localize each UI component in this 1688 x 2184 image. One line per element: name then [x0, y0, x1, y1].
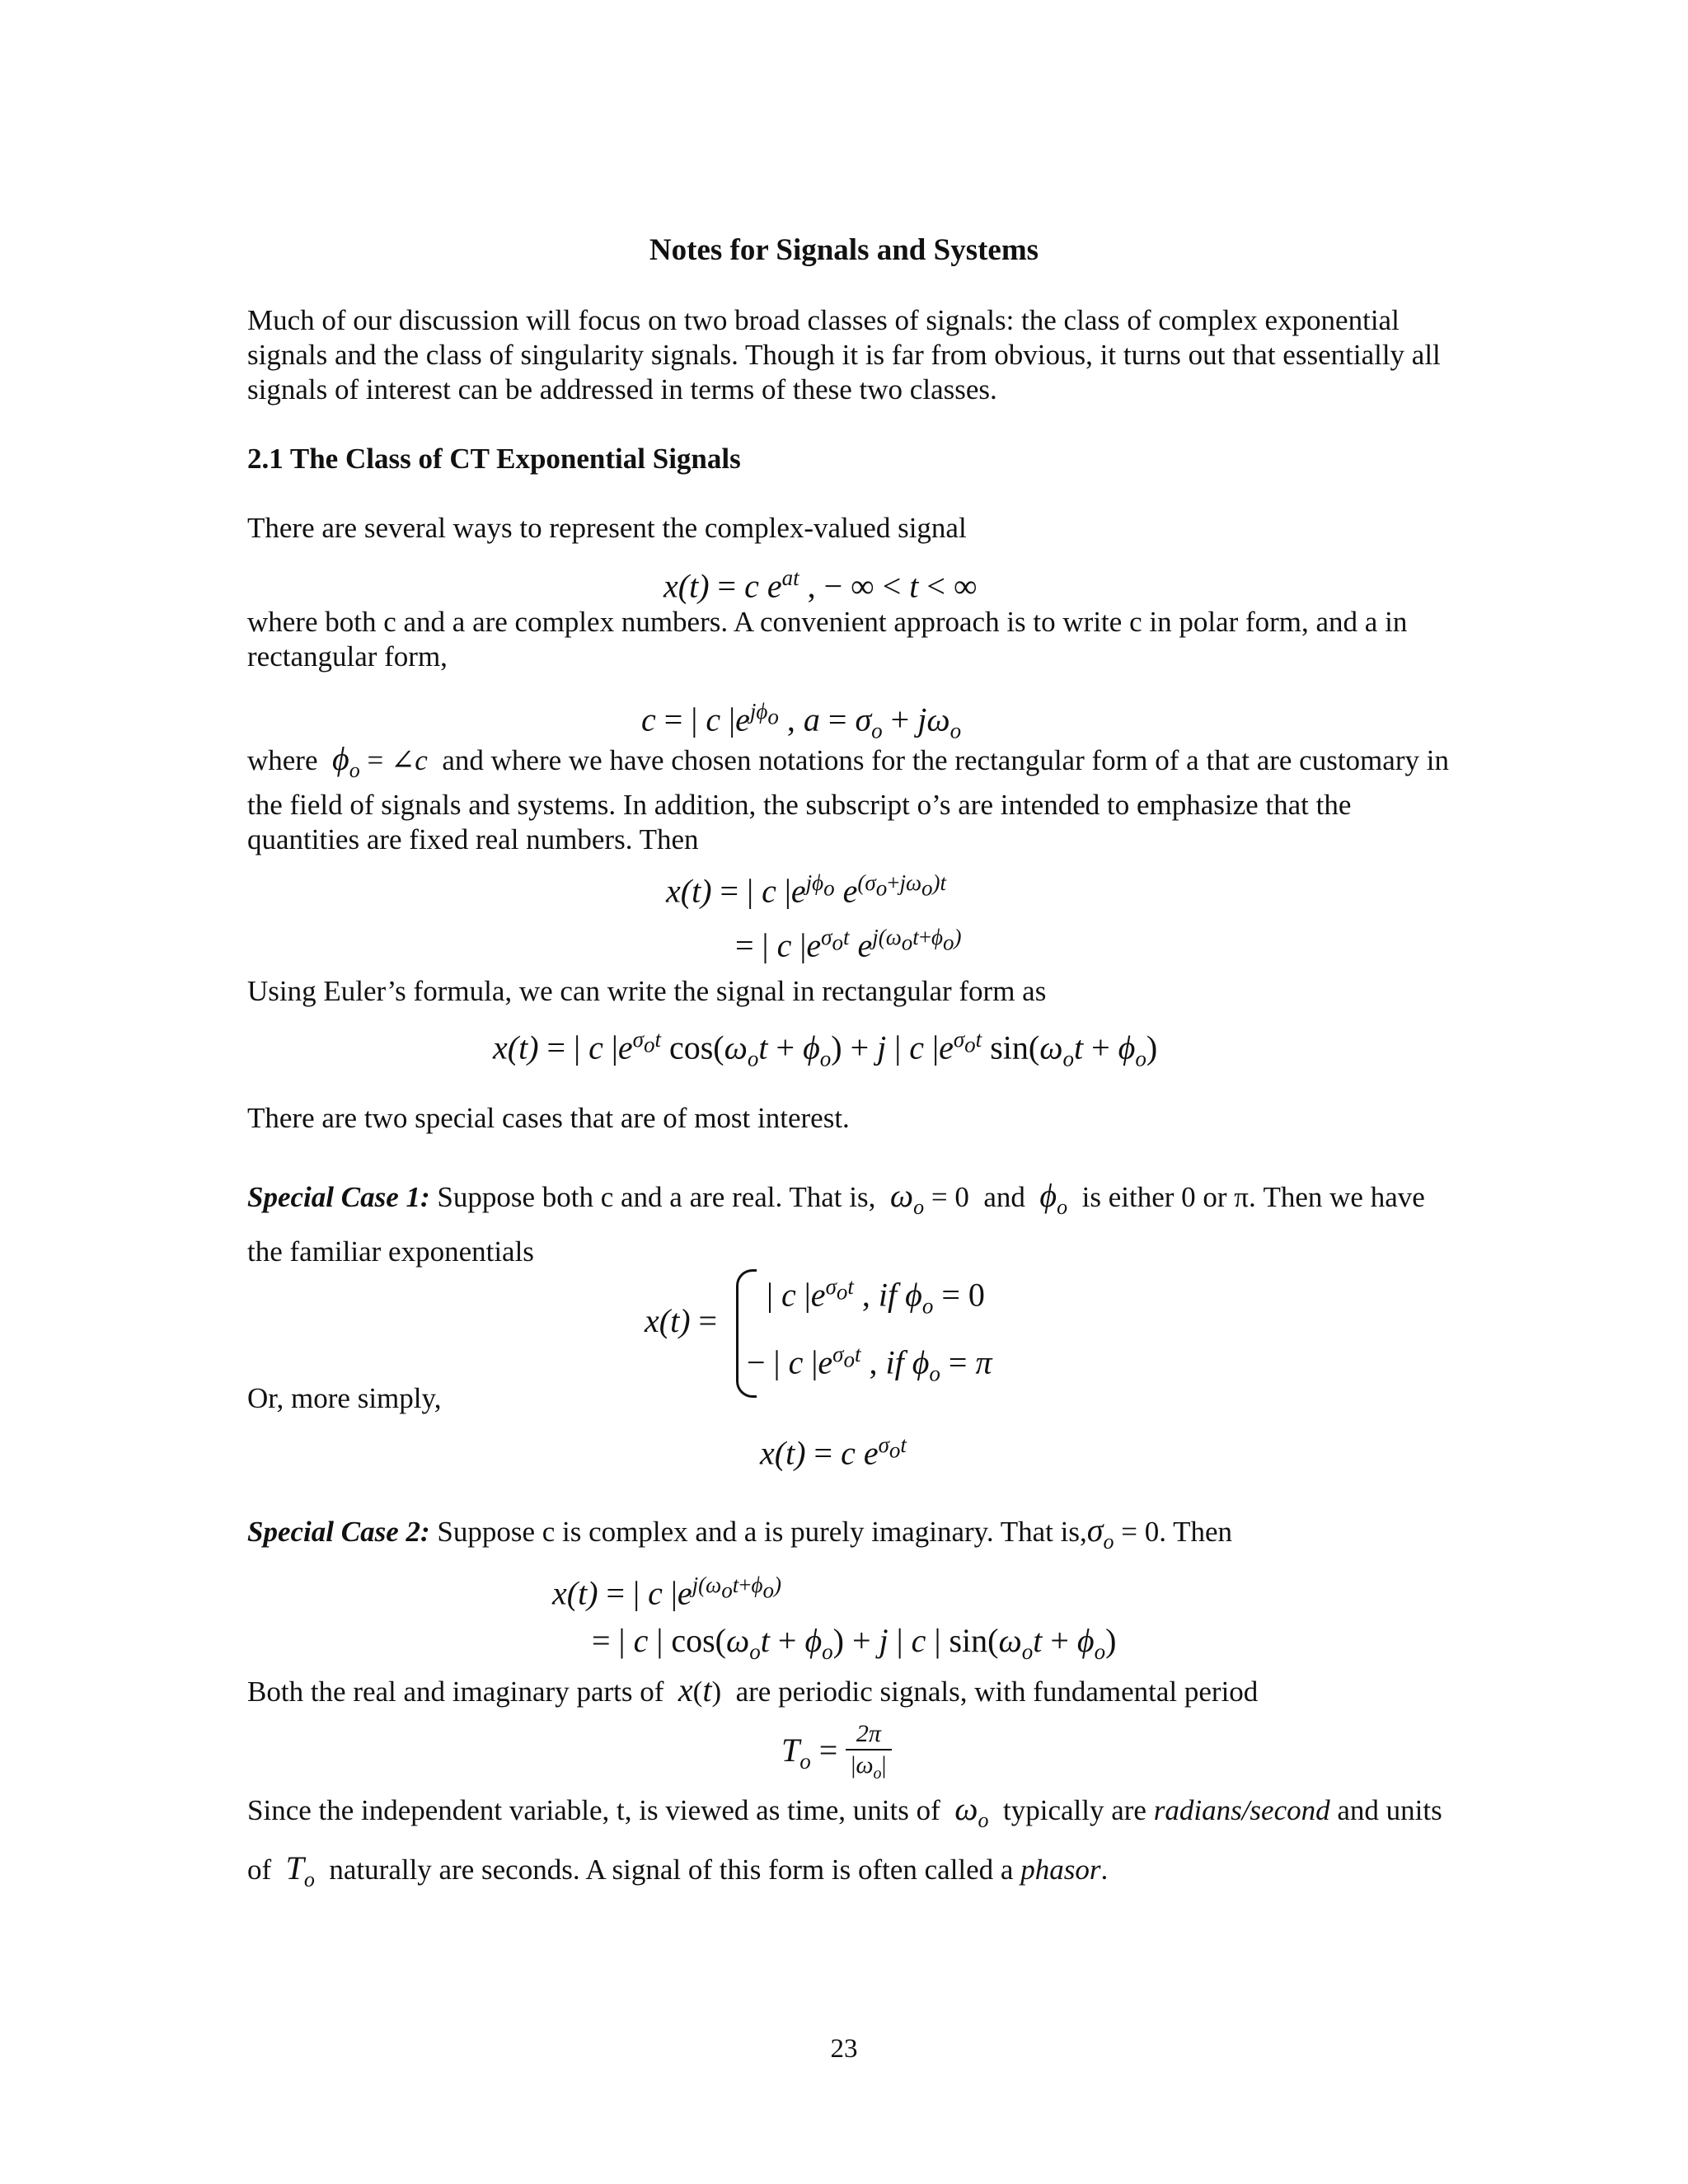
paragraph-signal-intro: There are several ways to represent the complex-valued signal: [247, 512, 967, 544]
intro-paragraph: Much of our discussion will focus on two broad classes of signals: the class of complex exponential signals and the class of singularity signals. Though it is far from obvious, it turns out that essentially all signals of interest can be addressed in terms of these two classes.: [247, 304, 1441, 405]
equation-polar-rectangular: c = | c $|e^{j\phi_o}$ , $a = \sigma_o + j\omega_o$: [641, 699, 962, 743]
page-number: 23: [830, 2034, 858, 2064]
equation-case2-line2: = | c | $\cos(\omega_ot + \phi_o) + j$ | c | $\sin(\omega_ot + \phi_o)$: [592, 1622, 1117, 1664]
equation-euler-rectangular: x(t) = | c $|e^{\sigma_ot}$ $\cos(\omega_ot + \phi_o) + j$ | c $|e^{\sigma_ot}$ $\sin(\omega_ot + \phi_o)$: [493, 1027, 1158, 1071]
equation-case1-branch1: | c $|e^{\sigma_ot}$ , if $\phi_o = 0$: [767, 1274, 985, 1319]
equation-case1-lhs: x(t) =: [645, 1302, 718, 1339]
section-heading: 2.1 The Class of CT Exponential Signals: [247, 443, 741, 475]
page-title: Notes for Signals and Systems: [649, 233, 1039, 267]
equation-case1-simple: x(t) = c $e^{\sigma_ot}$: [760, 1432, 907, 1472]
paragraph-special-cases: There are two special cases that are of most interest.: [247, 1102, 850, 1134]
equation-then-line2: = | c $|e^{\sigma_ot}$ $e^{j(\omega_ot+\phi_o)}$: [735, 925, 962, 964]
paragraph-special-case-2: Special Case 2: Suppose c is complex and a is purely imaginary. That $is,\sigma_o = 0$. Then: [247, 1511, 1232, 1554]
paragraph-notation: where $\phi_o$ = ∠c and where we have chosen notations for the rectangular form of a that are customary in the field of signals and systems. In addition, the subscript o’s are intended to emphasize that the quantities are fixed real numbers. Then: [247, 740, 1449, 855]
equation-then-line1: x(t) = | c $|e^{j\phi_o}$ $e^{(\sigma_o+j\omega_o)t}$: [666, 870, 947, 910]
paragraph-phasor: Since the independent variable, t, is viewed as time, units of $\omega_o$ typically are radians/second and units of $T_o$ naturally are seconds. A signal of this form is often called a phasor.: [247, 1790, 1442, 1891]
equation-case2-line1: x(t) = | c $|e^{j(\omega_ot+\phi_o)}$: [552, 1572, 781, 1612]
equation-fundamental-period: $T_o$ = $\frac{2\pi}{|\omega_o|}$: [781, 1719, 892, 1788]
paragraph-special-case-1: Special Case 1: Suppose both c and a are real. That is, $\omega_o = 0$ and $\phi_o$ is either 0 or π. Then we have the familiar exponentials: [247, 1177, 1425, 1268]
paragraph-or-simply: Or, more simply,: [247, 1382, 442, 1414]
paragraph-complex-numbers: where both c and a are complex numbers. A convenient approach is to write c in polar form, and a in rectangular form,: [247, 606, 1408, 673]
paragraph-periodic: Both the real and imaginary parts of x(t) are periodic signals, with fundamental period: [247, 1671, 1259, 1708]
equation-case1-branch2: − | c $|e^{\sigma_ot}$ , if $\phi_o = \pi$: [747, 1342, 992, 1386]
equation-signal-definition: x(t) = c $e^{at}$ , − ∞ < t < ∞: [663, 565, 978, 605]
paragraph-euler: Using Euler’s formula, we can write the signal in rectangular form as: [247, 975, 1047, 1007]
